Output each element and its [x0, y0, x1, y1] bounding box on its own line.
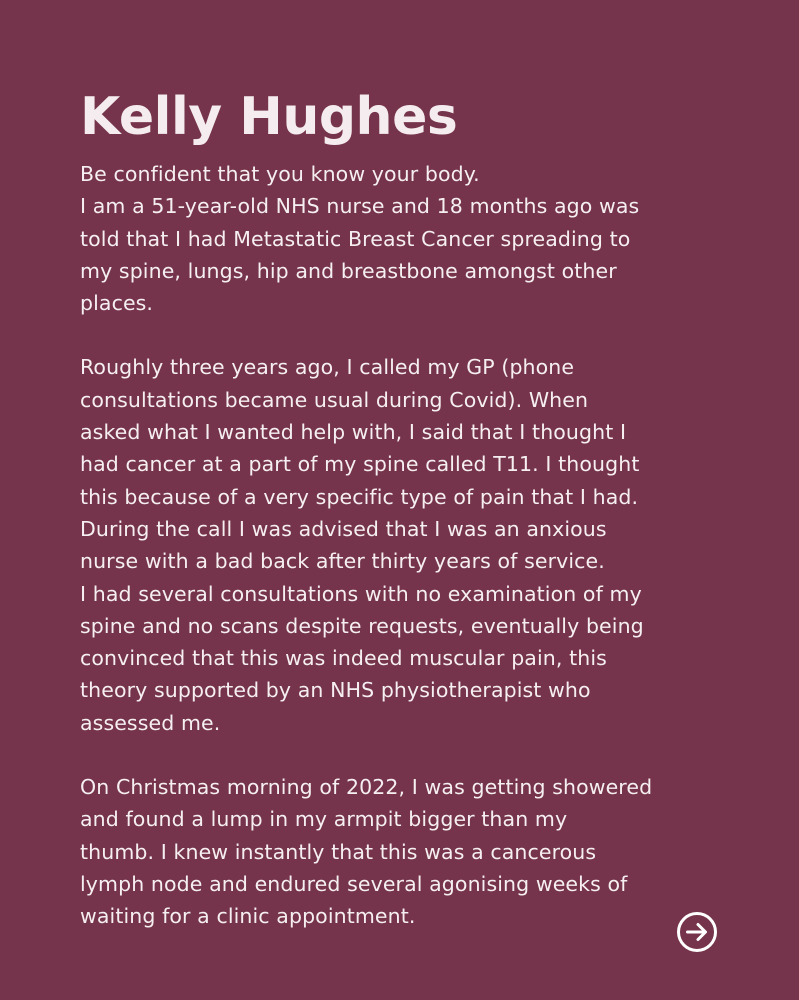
story-body	[80, 158, 730, 933]
text-line: assessed me.	[80, 710, 221, 735]
text-line: asked what I wanted help with, I said that I thought I	[80, 420, 627, 445]
text-line: waiting for a clinic appointment.	[80, 904, 416, 929]
text-line: convinced that this was indeed muscular pain, this	[80, 646, 607, 671]
text-line: spine and no scans despite requests, eventually being	[80, 613, 644, 638]
text-line: During the call I was advised that I was an anxious	[80, 516, 607, 541]
text-line: I had several consultations with no examination of my	[80, 581, 642, 606]
text-line: places.	[80, 291, 154, 316]
text-line: my spine, lungs, hip and breastbone amongst other	[80, 258, 617, 283]
text-line: thumb. I knew instantly that this was a cancerous	[80, 839, 597, 864]
story-paragraph	[80, 158, 730, 319]
text-line: told that I had Metastatic Breast Cancer spreading to	[80, 226, 631, 251]
text-line: consultations became usual during Covid). When	[80, 387, 589, 412]
text-line: Roughly three years ago, I called my GP (phone	[80, 355, 575, 380]
text-line: this because of a very specific type of pain that I had.	[80, 484, 639, 509]
text-line: Be confident that you know your body.	[80, 162, 480, 186]
story-paragraph	[80, 771, 730, 932]
text-line: lymph node and endured several agonising weeks of	[80, 871, 628, 896]
text-line: On Christmas morning of 2022, I was getting showered	[80, 775, 653, 800]
text-line: had cancer at a part of my spine called T11. I thought	[80, 452, 640, 477]
page-title: Kelly Hughes	[80, 87, 458, 147]
text-line: I am a 51-year-old NHS nurse and 18 months ago was	[80, 194, 640, 219]
next-button[interactable]	[676, 911, 718, 953]
text-line: and found a lump in my armpit bigger than my	[80, 807, 568, 832]
text-line: theory supported by an NHS physiotherapist who	[80, 678, 591, 703]
story-card	[80, 84, 730, 933]
text-line: nurse with a bad back after thirty years of service.	[80, 549, 605, 574]
arrow-right-circle-icon	[676, 911, 718, 953]
story-paragraph	[80, 351, 730, 739]
